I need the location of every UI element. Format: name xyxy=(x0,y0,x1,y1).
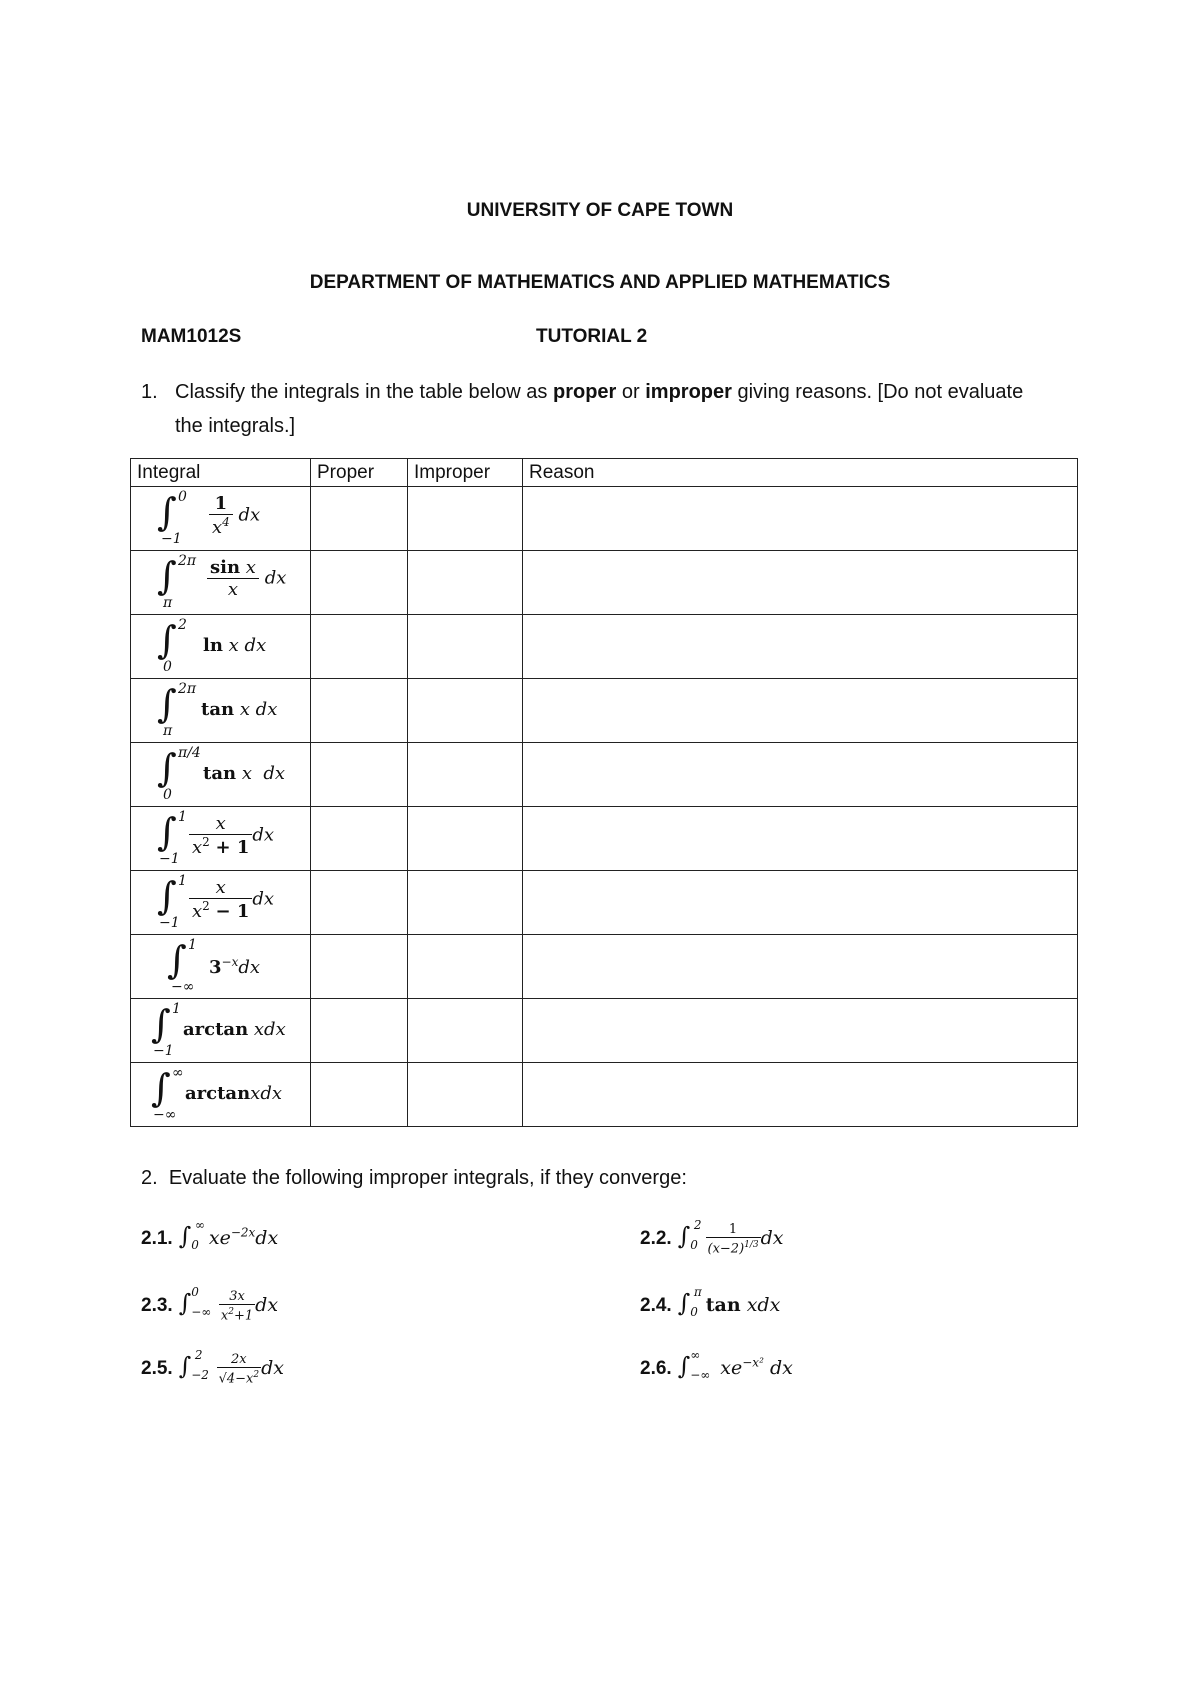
integral-cell: ∫ 2 0 ln x dx xyxy=(131,615,311,679)
question-2-number: 2. xyxy=(141,1167,158,1189)
department-title: DEPARTMENT OF MATHEMATICS AND APPLIED MATHEMATICS xyxy=(309,272,891,293)
proper-cell[interactable] xyxy=(311,743,408,807)
proper-cell[interactable] xyxy=(311,487,408,551)
reason-cell[interactable] xyxy=(523,999,1078,1063)
table-row xyxy=(131,743,1078,807)
reason-cell[interactable] xyxy=(523,615,1078,679)
proper-cell[interactable] xyxy=(311,871,408,935)
table-row xyxy=(131,487,1078,551)
table-row xyxy=(131,871,1078,935)
integral-cell: ∫ 2π π tan x dx xyxy=(131,679,311,743)
table-row xyxy=(131,999,1078,1063)
exercise-2-1: 2.1. $\int_0^\infty xe^{-2x}dx$ xyxy=(141,1217,279,1252)
question-2 xyxy=(141,1167,687,1190)
proper-cell[interactable] xyxy=(311,615,408,679)
improper-cell[interactable] xyxy=(408,1063,523,1127)
column-header-improper: Improper xyxy=(408,459,523,487)
exercise-2-2: 2.2. $\int_0^2$ $\frac{1}{(x-2)^{1/3}}$ dx xyxy=(640,1217,784,1257)
exercise-2-3: 2.3. $\int_{-\infty}^0$ $\frac{3x}{x^2+1}$ dx xyxy=(141,1284,279,1324)
table-row xyxy=(131,551,1078,615)
proper-cell[interactable] xyxy=(311,999,408,1063)
question-1-text: Classify the integrals in the table below as proper or improper giving reasons. [Do not evaluate the integrals.] xyxy=(175,381,1024,437)
table-row xyxy=(131,807,1078,871)
proper-cell[interactable] xyxy=(311,1063,408,1127)
reason-cell[interactable] xyxy=(523,679,1078,743)
integral-cell: ∫ π/4 0 tan x dx xyxy=(131,743,311,807)
proper-cell[interactable] xyxy=(311,935,408,999)
table-header-row xyxy=(131,459,1078,487)
reason-cell[interactable] xyxy=(523,935,1078,999)
integral-cell: ∫ 1 −1 arctan xdx xyxy=(131,999,311,1063)
column-header-integral: Integral xyxy=(131,459,311,487)
improper-cell[interactable] xyxy=(408,679,523,743)
integral-cell: ∫ 1 −1 $\frac{x}{x^2 + 1}$ dx xyxy=(131,807,311,871)
improper-cell[interactable] xyxy=(408,487,523,551)
integral-cell: ∫ 0 −1 $\frac{1}{x^4}$ dx xyxy=(131,487,311,551)
reason-cell[interactable] xyxy=(523,551,1078,615)
proper-cell[interactable] xyxy=(311,807,408,871)
reason-cell[interactable] xyxy=(523,743,1078,807)
improper-cell[interactable] xyxy=(408,807,523,871)
exercise-2-6: 2.6. $\int_{-\infty}^\infty xe^{-x^2}$ dx xyxy=(640,1347,793,1382)
improper-cell[interactable] xyxy=(408,999,523,1063)
improper-cell[interactable] xyxy=(408,743,523,807)
table-row xyxy=(131,615,1078,679)
column-header-reason: Reason xyxy=(523,459,1078,487)
table-row xyxy=(131,679,1078,743)
improper-cell[interactable] xyxy=(408,615,523,679)
table-row xyxy=(131,935,1078,999)
integral-cell: ∫ 1 −∞ $3^{-x}dx$ xyxy=(131,935,311,999)
course-code: MAM1012S xyxy=(141,326,242,347)
improper-cell[interactable] xyxy=(408,871,523,935)
reason-cell[interactable] xyxy=(523,487,1078,551)
reason-cell[interactable] xyxy=(523,871,1078,935)
improper-cell[interactable] xyxy=(408,551,523,615)
proper-cell[interactable] xyxy=(311,551,408,615)
exercise-2-5: 2.5. $\int_{-2}^2$ $\frac{2x}{√4-x^2}$ dx xyxy=(141,1347,284,1387)
university-title: UNIVERSITY OF CAPE TOWN xyxy=(466,200,734,221)
integral-cell: ∫ 2π π $\frac{\text{sin x}}{x}$ dx xyxy=(131,551,311,615)
reason-cell[interactable] xyxy=(523,807,1078,871)
question-2-text: Evaluate the following improper integrals, if they converge: xyxy=(168,1167,687,1189)
exercise-2-4: 2.4. $\int_0^\pi\tan$ xdx xyxy=(640,1284,781,1319)
reason-cell[interactable] xyxy=(523,1063,1078,1127)
table-row xyxy=(131,1063,1078,1127)
proper-cell[interactable] xyxy=(311,679,408,743)
integral-cell: ∫ ∞ −∞ arctanxdx xyxy=(131,1063,311,1127)
classification-table xyxy=(130,458,1078,1127)
column-header-proper: Proper xyxy=(311,459,408,487)
integral-cell: ∫ 1 −1 $\frac{x}{x^2 - 1}$ dx xyxy=(131,871,311,935)
improper-cell[interactable] xyxy=(408,935,523,999)
question-1-number: 1. xyxy=(141,381,158,403)
tutorial-title: TUTORIAL 2 xyxy=(536,326,648,347)
